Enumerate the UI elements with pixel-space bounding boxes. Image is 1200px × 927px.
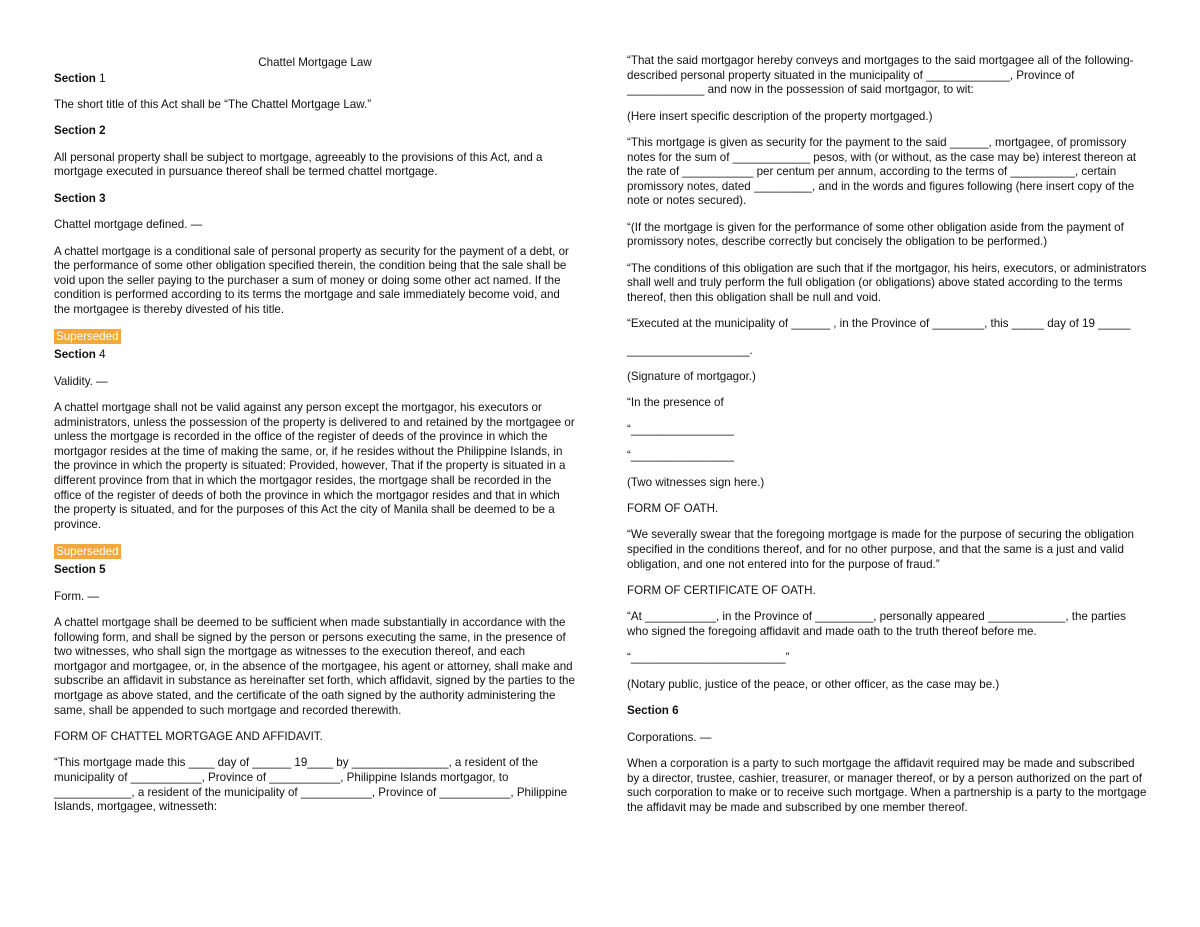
notary-line: “________________________”	[627, 651, 790, 665]
section-1-label: Section	[54, 71, 96, 85]
section-5-subtitle: Form. —	[54, 589, 100, 603]
certificate-heading: FORM OF CERTIFICATE OF OATH.	[627, 584, 816, 597]
form-paragraph-security: “This mortgage is given as security for the payment to the said ______, mortgagee, of promissory notes for the sum of ____________ pesos, with (or without, as the case may be) interest thereon at the rate of ___________ per centum per annum, according to the terms of __________, certain promissory notes, dated _________, and in the words and figures following (here insert copy of the note or notes secured).	[627, 135, 1137, 208]
document-title: Chattel Mortgage Law	[258, 56, 372, 69]
witness-line: “________________	[627, 449, 735, 463]
form-paragraph-other-obligation: “(If the mortgage is given for the performance of some other obligation aside from the payment of promissory notes, describe correctly but concisely the obligation to be performed.)	[627, 220, 1124, 249]
oath-text: “We severally swear that the foregoing mortgage is made for the purpose of securing the obligation specified in the conditions thereof, and for no other purpose, and that the same is a just and valid obligation, and one not entered into for the purpose of fraud.”	[627, 528, 1134, 571]
witness-caption: (Two witnesses sign here.)	[627, 475, 765, 489]
section-1-number: 1	[99, 71, 106, 85]
oath-heading: FORM OF OATH.	[627, 502, 719, 516]
section-6-subtitle: Corporations. —	[627, 730, 712, 744]
witness-line: “________________	[627, 422, 735, 436]
section-2-text: All personal property shall be subject to mortgage, agreeably to the provisions of this Act, and a mortgage executed in pursuance thereof shall be termed chattel mortgage.	[54, 150, 543, 179]
section-5-heading: Section 5	[54, 563, 106, 577]
form-paragraph-conditions: “The conditions of this obligation are such that if the mortgagor, his heirs, executors, or administrators shall well and truly perform the full obligation (or obligations) above stated according to the terms thereof, then this obligation shall be null and void.	[627, 261, 1147, 304]
certificate-text: “At ___________, in the Province of _________, personally appeared ____________, the parties who signed the foregoing affidavit and made oath to the truth thereof before me.	[627, 610, 1126, 638]
section-1-text: The short title of this Act shall be “The Chattel Mortgage Law.”	[54, 97, 372, 111]
right-column	[627, 0, 1147, 827]
section-3-text: A chattel mortgage is a conditional sale of personal property as security for the payment of a debt, or the performance of some other obligation specified therein, the condition being that the sale shall be void upon the seller paying to the purchaser a sum of money or doing some other act named. If the condition is performed according to its terms the mortgage and sale immediately become void, and the mortgagee is thereby divested of his title.	[54, 244, 569, 316]
notary-caption: (Notary public, justice of the peace, or other officer, as the case may be.)	[627, 677, 1000, 691]
section-4-subtitle: Validity. —	[54, 374, 108, 388]
section-1-heading	[54, 72, 576, 87]
section-4-text: A chattel mortgage shall not be valid against any person except the mortgagor, his executors or administrators, unless the possession of the property is delivered to and retained by the mortgagee or unless the mortgage is recorded in the office of the register of deeds of the province in which the mortgagor resides at the time of making the same, or, if he resides without the Philippine Islands, in the province in which the property is situated: Provided, however, That if the property is situated in a different province from that in which the mortgagor resides, the mortgage shall be recorded in the office of the register of deeds of both the province in which the mortgagor resides and that in which the property is situated, and for the purposes of this Act the city of Manila shall be deemed to be a province.	[54, 401, 575, 531]
section-6-text: When a corporation is a party to such mortgage the affidavit required may be made and subscribed by a director, trustee, cashier, treasurer, or manager thereof, or by a person authorized on the part of such corporation to make or to receive such mortgage. When a partnership is a party to the mortgage the affidavit may be made and subscribed by one member thereof.	[627, 756, 1147, 814]
superseded-badge: Superseded	[56, 545, 119, 559]
section-3-subtitle: Chattel mortgage defined. —	[54, 218, 203, 232]
form-text: “This mortgage made this ____ day of ______ 19____ by _______________, a resident of the municipality of ___________, Province of ___________, Philippine Islands mortgagor, to ____________, a resident of the municipality of ___________, Province of ___________, Philippine Islands, mortgagee, witnesseth:	[54, 756, 568, 814]
form-heading: FORM OF CHATTEL MORTGAGE AND AFFIDAVIT.	[54, 729, 323, 743]
section-4-number: 4	[99, 348, 106, 362]
form-paragraph-description: (Here insert specific description of the property mortgaged.)	[627, 109, 933, 123]
section-3-heading: Section 3	[54, 191, 106, 205]
section-2-heading: Section 2	[54, 124, 106, 138]
signature-line: ___________________.	[627, 343, 753, 357]
section-4-label: Section	[54, 348, 96, 362]
form-paragraph-conveyance: “That the said mortgagor hereby conveys and mortgages to the said mortgagee all of the following-described personal property situated in the municipality of _____________, Province of ____________ and now in the possession of said mortgagor, to wit:	[627, 54, 1134, 97]
signature-caption: (Signature of mortgagor.)	[627, 370, 756, 384]
section-6-heading: Section 6	[627, 704, 679, 718]
superseded-badge: Superseded	[56, 330, 119, 344]
section-4-heading	[54, 348, 576, 363]
section-5-text: A chattel mortgage shall be deemed to be sufficient when made substantially in accordance with the following form, and shall be signed by the person or persons executing the same, in the presence of two witnesses, who shall sign the mortgage as witnesses to the execution thereof, and each mortgagor and mortgagee, or, in the absence of the mortgagee, his agent or attorney, shall make and subscribe an affidavit in substance as hereinafter set forth, which affidavit, signed by the parties to the mortgage as above stated, and the certificate of the oath signed by the authority administering the same, shall be appended to such mortgage and recorded therewith.	[54, 616, 575, 717]
left-column	[54, 0, 576, 827]
presence-text: “In the presence of	[627, 396, 724, 410]
form-paragraph-executed: “Executed at the municipality of ______ , in the Province of ________, this _____ day of 19 _____	[627, 317, 1131, 331]
